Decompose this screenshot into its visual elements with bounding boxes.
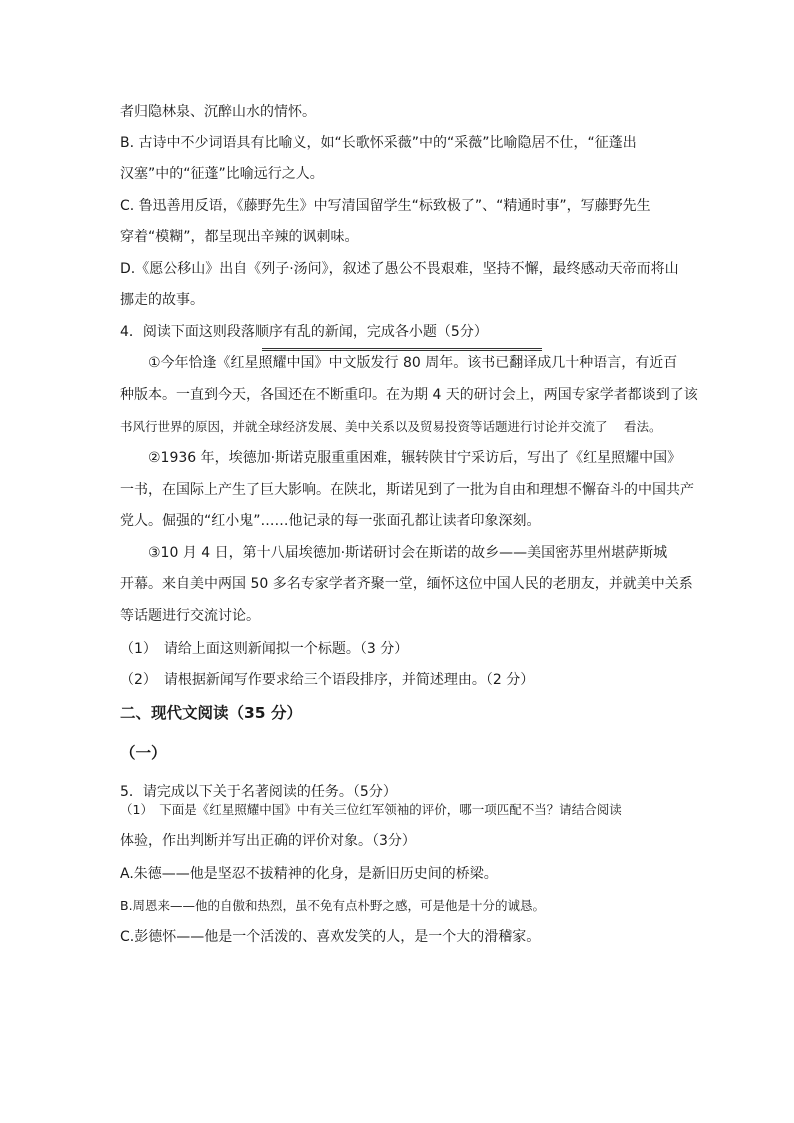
text-line: 党人。倔强的“红小鬼”……他记录的每一张面孔都让读者印象深刻。	[120, 513, 541, 529]
text-line: 种版本。一直到今天，各国还在不断重印。在为期 4 天的研讨会上，两国专家学者都谈到了该	[120, 387, 698, 403]
question-5-heading: 5．请完成以下关于名著阅读的任务。（5分）	[120, 784, 397, 800]
double-underline	[262, 348, 542, 351]
news-paragraph-3: ③10 月 4 日，第十八届埃德加·斯诺研讨会在斯诺的故乡——美国密苏里州堪萨斯城	[148, 545, 668, 561]
text-line: 等话题进行交流讨论。	[120, 608, 260, 624]
text-line: 开幕。来自美中两国 50 多名专家学者齐聚一堂，缅怀这位中国人民的老朋友，并就美中关系	[120, 576, 693, 592]
sub-question-1: （1） 请给上面这则新闻拟一个标题。（3 分）	[120, 641, 409, 657]
option-c-line: C.彭德怀——他是一个活泼的、喜欢发笑的人，是一个大的滑稽家。	[120, 929, 541, 945]
text-line: 体验，作出判断并写出正确的评价对象。（3分）	[120, 833, 416, 849]
section-heading: 二、现代文阅读（35 分）	[120, 704, 302, 722]
sub-question-2: （2） 请根据新闻写作要求给三个语段排序，并简述理由。（2 分）	[120, 672, 535, 688]
text-line: 者归隐林泉、沉醉山水的情怀。	[120, 104, 316, 120]
sub-question-1: （1） 下面是《红星照耀中国》中有关三位红军领袖的评价，哪一项匹配不当？请结合阅读	[120, 802, 622, 817]
text-line: 书风行世界的原因，并就全球经济发展、美中关系以及贸易投资等话题进行讨论并交流了 看法。	[120, 419, 662, 434]
text-line: 汉塞”中的“征蓬”比喻远行之人。	[120, 166, 324, 182]
question-4-heading: 4．阅读下面这则段落顺序有乱的新闻，完成各小题（5分）	[120, 324, 488, 340]
option-b-line: B.周恩来——他的自傲和热烈，虽不免有点朴野之感，可是他是十分的诚恳。	[120, 898, 546, 913]
option-b-line: B. 古诗中不少词语具有比喻义，如“长歌怀采薇”中的“采薇”比喻隐居不仕，“征蓬出	[120, 135, 637, 151]
option-c-line: C. 鲁迅善用反语，《藤野先生》中写清国留学生“标致极了”、“精通时事”，写藤野先生	[120, 198, 651, 214]
part-heading: （一）	[120, 744, 167, 762]
option-a-line: A.朱德——他是坚忍不拔精神的化身，是新旧历史间的桥梁。	[120, 866, 498, 882]
news-paragraph-1: ①今年恰逢《红星照耀中国》中文版发行 80 周年。该书已翻译成几十种语言，有近百	[148, 355, 678, 371]
text-line: 挪走的故事。	[120, 292, 204, 308]
news-paragraph-2: ②1936 年，埃德加·斯诺克服重重困难，辗转陕甘宁采访后，写出了《红星照耀中国》	[148, 450, 682, 466]
text-line: 一书，在国际上产生了巨大影响。在陕北，斯诺见到了一批为自由和理想不懈奋斗的中国共产	[120, 482, 694, 498]
option-d-line: D.《愿公移山》出自《列子·汤问》，叙述了愚公不畏艰难，坚持不懈，最终感动天帝而将山	[120, 261, 679, 277]
text-line: 穿着“模糊”，都呈现出辛辣的讽刺味。	[120, 229, 359, 245]
